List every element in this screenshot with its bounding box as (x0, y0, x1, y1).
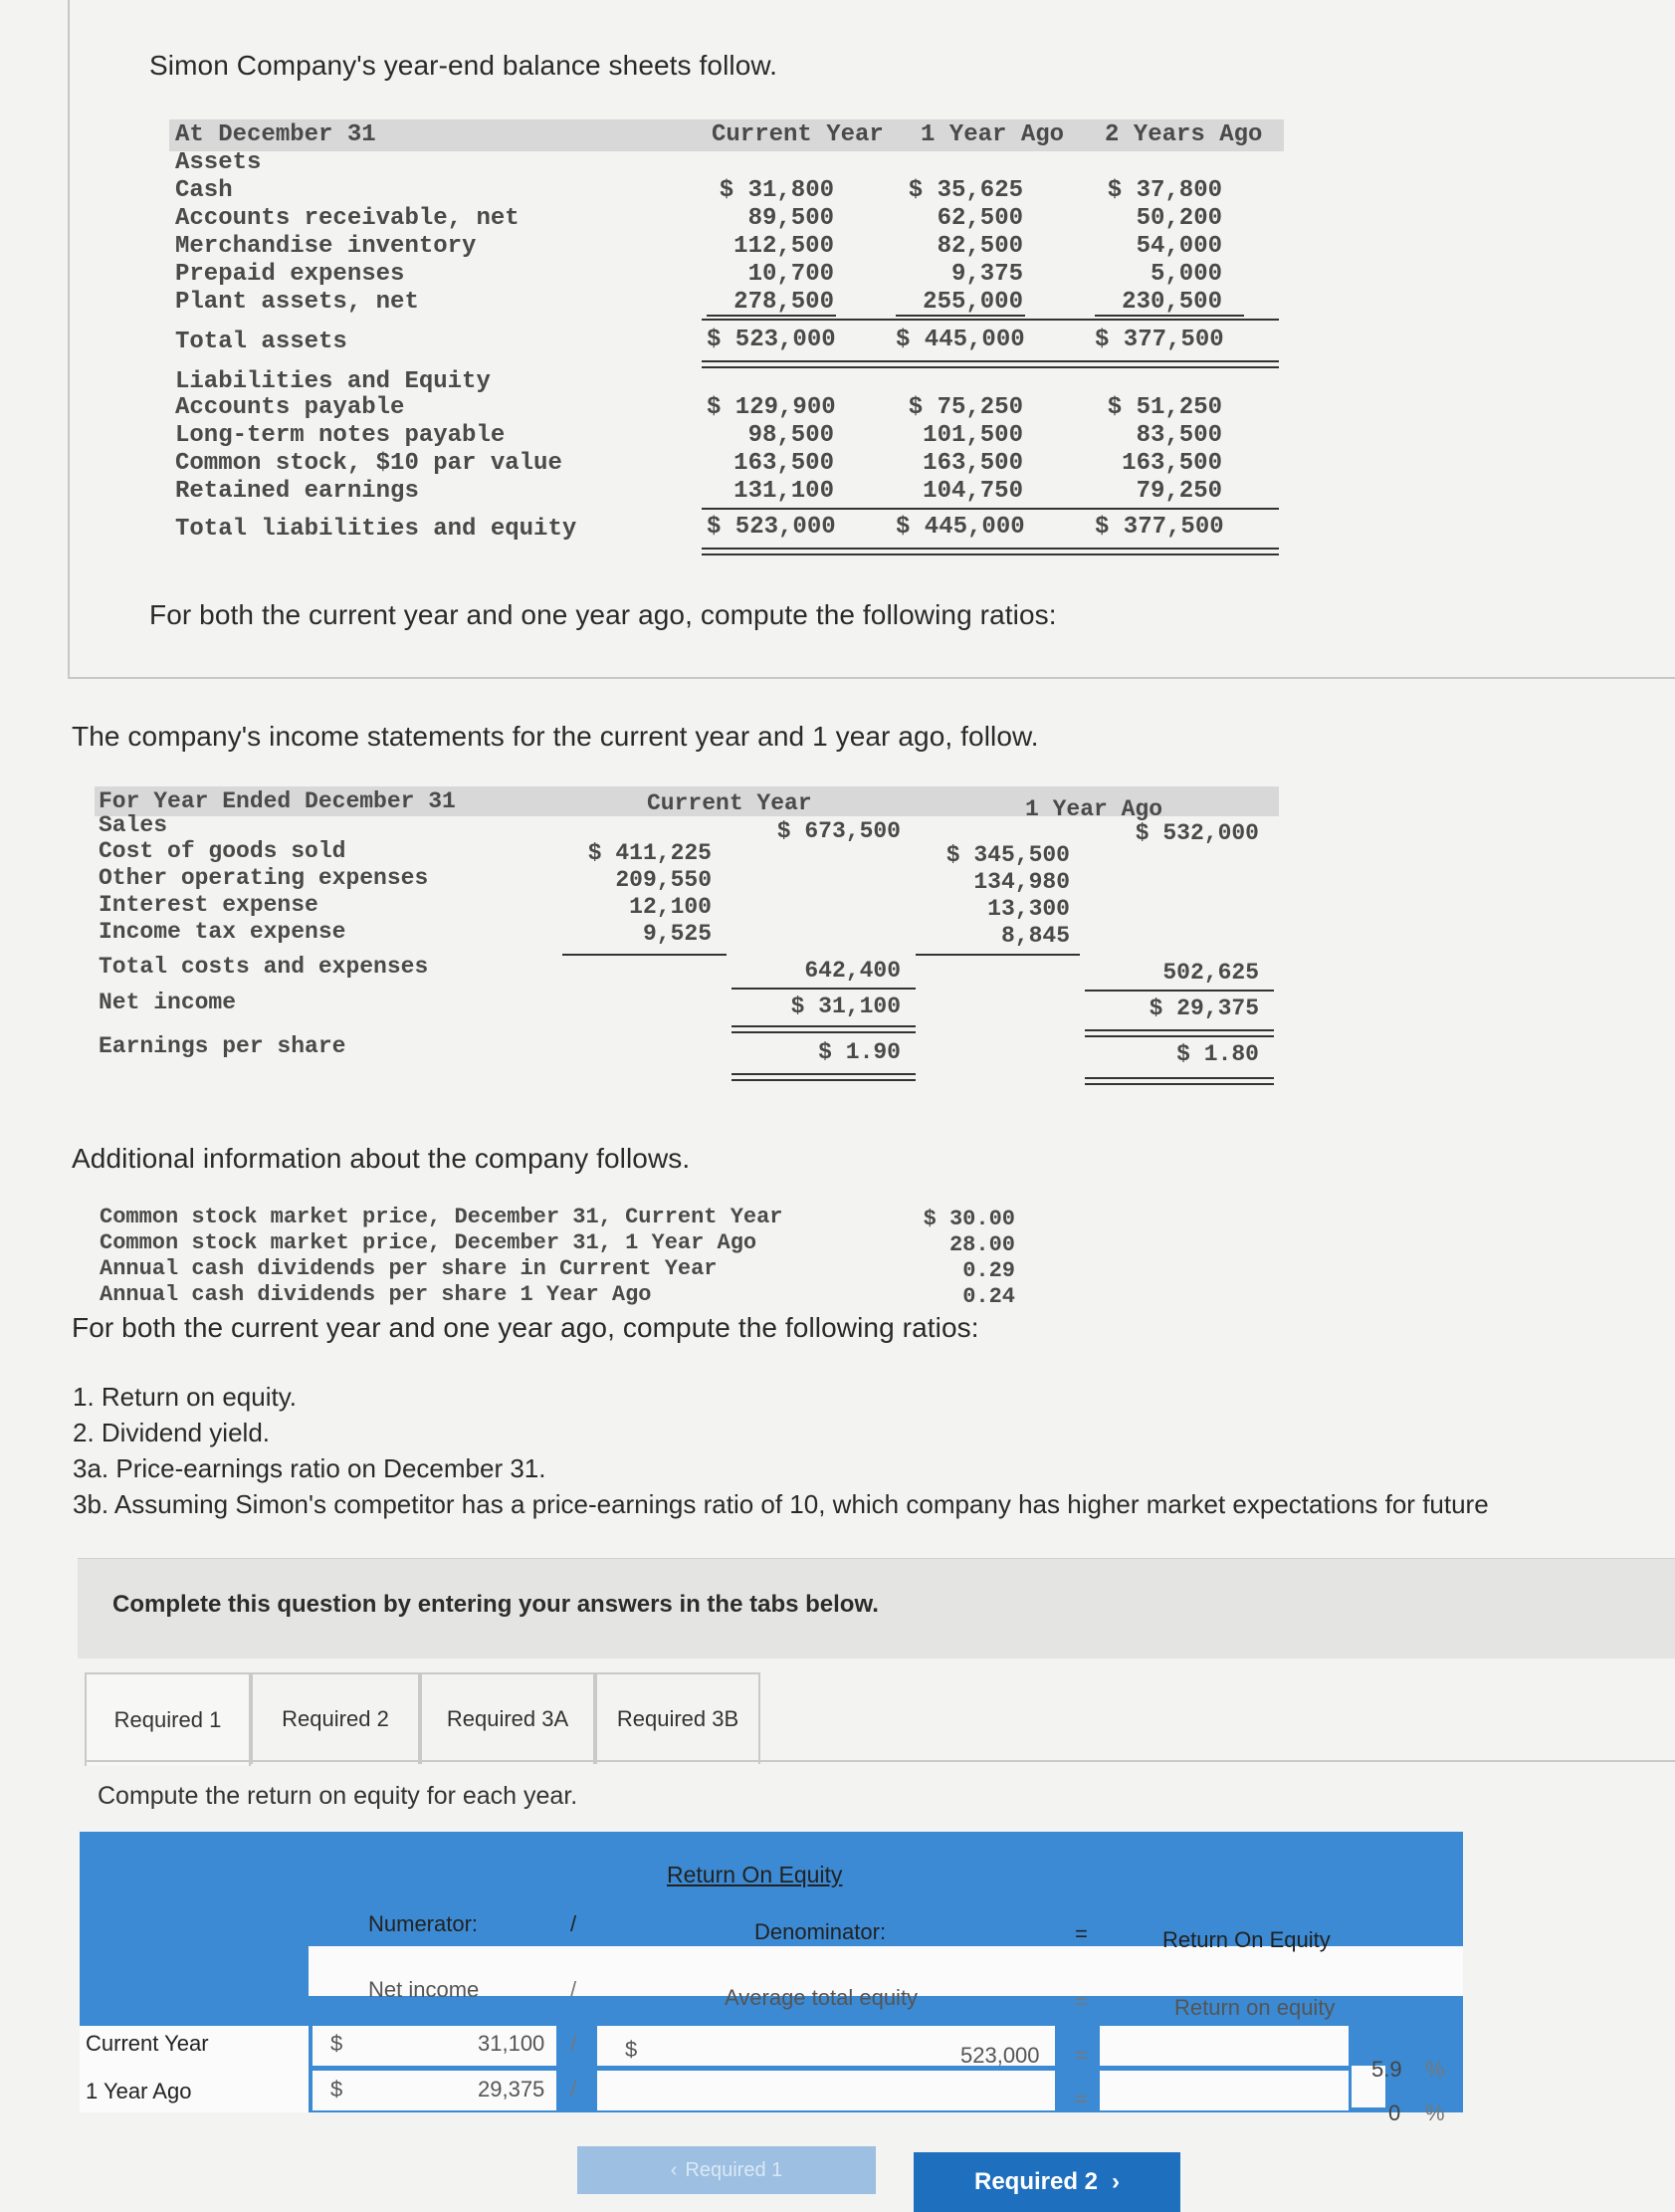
prev-button-label: Required 1 (685, 2158, 783, 2181)
total-assets-label: Total assets (175, 329, 347, 355)
roe-title: Return On Equity (667, 1862, 843, 1887)
addl-label: Annual cash dividends per share in Current Year (100, 1256, 718, 1281)
numerator-1yr[interactable]: 29,375 (478, 2077, 545, 2101)
liability-label: Accounts payable (175, 394, 405, 421)
asset-1yr: $ 35,625 (908, 177, 1023, 204)
question-item: 1. Return on equity. (73, 1382, 297, 1412)
income-col-current: Current Year (647, 790, 812, 816)
liability-1yr: 163,500 (923, 450, 1023, 477)
liability-1yr: 101,500 (923, 422, 1023, 449)
denominator-name: Average total equity (725, 1985, 919, 2010)
total-costs-current: 642,400 (804, 958, 901, 984)
addl-label: Common stock market price, December 31, 1 Year Ago (100, 1230, 757, 1255)
liability-2yr: 163,500 (1122, 450, 1222, 477)
col-2-years-ago: 2 Years Ago (1105, 121, 1263, 148)
sales-label: Sales (99, 812, 168, 838)
tab-required-1[interactable]: Required 1 (85, 1672, 251, 1766)
total-assets-2yr: $ 377,500 (1095, 327, 1224, 353)
questions-list (73, 1379, 1489, 1522)
cost-prior: 134,980 (973, 869, 1070, 895)
asset-1yr: 255,000 (923, 289, 1023, 316)
numerator-name: Net income (368, 1977, 480, 2002)
liability-current: 131,100 (733, 478, 834, 505)
total-assets-1yr: $ 445,000 (896, 327, 1025, 353)
sales-current: $ 673,500 (776, 818, 901, 844)
equals-2: = (1075, 1989, 1088, 2014)
tab-required-2[interactable]: Required 2 (251, 1672, 420, 1764)
cost-prior: 13,300 (987, 896, 1070, 922)
denominator-input-1yr[interactable] (597, 2071, 1055, 2110)
asset-current: 278,500 (733, 289, 834, 316)
cost-label: Income tax expense (99, 919, 346, 945)
assets-heading: Assets (175, 149, 262, 176)
asset-label: Accounts receivable, net (175, 205, 520, 232)
liability-1yr: 104,750 (923, 478, 1023, 505)
net-income-current: $ 31,100 (790, 994, 901, 1019)
ratios-prompt-2: For both the current year and one year ago, compute the following ratios: (72, 1312, 979, 1343)
col-1-year-ago: 1 Year Ago (921, 121, 1065, 148)
next-button[interactable] (914, 2152, 1180, 2212)
liability-label: Common stock, $10 par value (175, 450, 562, 477)
col-current-year: Current Year (712, 121, 884, 148)
liability-2yr: 79,250 (1136, 478, 1222, 505)
net-income-prior: $ 29,375 (1149, 995, 1259, 1021)
addl-intro: Additional information about the company follows. (72, 1143, 691, 1174)
chevron-right-icon: › (1112, 2168, 1121, 2195)
result-label: Return On Equity (1162, 1927, 1331, 1952)
total-liab-1yr: $ 445,000 (896, 514, 1025, 541)
prev-button[interactable] (577, 2146, 876, 2194)
asset-1yr: 82,500 (937, 233, 1023, 260)
asset-2yr: 50,200 (1136, 205, 1222, 232)
slash-1: / (570, 1911, 577, 1936)
cost-label: Interest expense (99, 892, 318, 918)
total-costs-label: Total costs and expenses (99, 954, 429, 980)
addl-value: 0.24 (962, 1284, 1015, 1309)
chevron-left-icon: ‹ (670, 2158, 678, 2181)
question-item: 3a. Price-earnings ratio on December 31. (73, 1453, 546, 1483)
liability-2yr: 83,500 (1136, 422, 1222, 449)
result-name: Return on equity (1174, 1995, 1336, 2020)
total-liab-2yr: $ 377,500 (1095, 514, 1224, 541)
numerator-label: Numerator: (368, 1911, 479, 1936)
total-liab-label: Total liabilities and equity (175, 516, 577, 543)
cost-prior: $ 345,500 (945, 842, 1070, 868)
liability-1yr: $ 75,250 (908, 394, 1023, 421)
asset-current: 89,500 (747, 205, 834, 232)
currency-3: $ (625, 2037, 638, 2062)
cost-current: 9,525 (642, 921, 712, 947)
slash-row-2: / (570, 2077, 577, 2101)
asset-label: Cash (175, 177, 233, 204)
equals-row-2: = (1075, 2087, 1088, 2111)
asset-current: 10,700 (747, 261, 834, 288)
income-col-prior: 1 Year Ago (1025, 796, 1163, 822)
currency-1: $ (330, 2031, 343, 2056)
liability-2yr: $ 51,250 (1107, 394, 1222, 421)
question-item: 3b. Assuming Simon's competitor has a price-earnings ratio of 10, which company has higher market expectations for future (73, 1489, 1489, 1519)
asset-label: Prepaid expenses (175, 261, 405, 288)
cost-label: Cost of goods sold (99, 838, 346, 864)
cost-prior: 8,845 (1000, 923, 1070, 949)
total-liab-current: $ 523,000 (707, 514, 836, 541)
cost-current: 209,550 (615, 867, 712, 893)
slash-row-1: / (570, 2031, 577, 2056)
balance-intro: Simon Company's year-end balance sheets follow. (149, 50, 778, 81)
tab-required-3a[interactable]: Required 3A (420, 1672, 595, 1764)
complete-text: Complete this question by entering your answers in the tabs below. (112, 1591, 879, 1618)
liability-label: Long-term notes payable (175, 422, 506, 449)
sales-prior: $ 532,000 (1135, 820, 1259, 846)
net-income-label: Net income (99, 990, 237, 1015)
asset-current: $ 31,800 (719, 177, 834, 204)
result-current[interactable]: 5.9 (1371, 2057, 1402, 2082)
eps-current: $ 1.90 (818, 1039, 901, 1065)
result-1yr[interactable]: 0 (1388, 2101, 1401, 2125)
row-1yr-label: 1 Year Ago (86, 2079, 192, 2103)
asset-1yr: 62,500 (937, 205, 1023, 232)
liability-current: 98,500 (747, 422, 834, 449)
cost-current: 12,100 (629, 894, 712, 920)
liability-current: $ 129,900 (707, 394, 836, 421)
cost-label: Other operating expenses (99, 865, 429, 891)
equals-1: = (1075, 1921, 1088, 1946)
ratios-prompt-1: For both the current year and one year ago, compute the following ratios: (149, 599, 1057, 630)
addl-value: $ 30.00 (923, 1207, 1015, 1231)
numerator-current[interactable]: 31,100 (478, 2031, 545, 2056)
addl-value: 28.00 (948, 1232, 1015, 1257)
tab-required-3b[interactable]: Required 3B (595, 1672, 760, 1764)
asset-label: Plant assets, net (175, 289, 419, 316)
cost-current: $ 411,225 (587, 840, 712, 866)
asset-2yr: 54,000 (1136, 233, 1222, 260)
eps-prior: $ 1.80 (1176, 1041, 1259, 1067)
row-current-year-label: Current Year (86, 2031, 209, 2056)
equals-row-1: = (1075, 2043, 1088, 2068)
roe-table (80, 1832, 1463, 2125)
complete-instructions (78, 1558, 1675, 1659)
instruction-text: Compute the return on equity for each year. (98, 1782, 578, 1810)
slash-2: / (570, 1977, 577, 2002)
percent-1: % (1425, 2057, 1445, 2082)
addl-label: Common stock market price, December 31, Current Year (100, 1205, 783, 1229)
asset-current: 112,500 (733, 233, 834, 260)
total-assets-current: $ 523,000 (707, 327, 836, 353)
next-button-label: Required 2 (973, 2168, 1099, 2195)
total-costs-prior: 502,625 (1162, 960, 1259, 986)
liability-label: Retained earnings (175, 478, 419, 505)
question-item: 2. Dividend yield. (73, 1418, 270, 1447)
liab-heading: Liabilities and Equity (175, 368, 491, 395)
balance-header-label: At December 31 (175, 121, 376, 148)
asset-2yr: 5,000 (1150, 261, 1222, 288)
currency-2: $ (330, 2077, 343, 2101)
percent-2: % (1425, 2101, 1445, 2125)
asset-2yr: 230,500 (1122, 289, 1222, 316)
addl-value: 0.29 (962, 1258, 1015, 1283)
addl-label: Annual cash dividends per share 1 Year Ago (100, 1282, 652, 1307)
asset-label: Merchandise inventory (175, 233, 477, 260)
liability-current: 163,500 (733, 450, 834, 477)
asset-2yr: $ 37,800 (1107, 177, 1222, 204)
denominator-current[interactable]: 523,000 (960, 2043, 1040, 2068)
income-header-label: For Year Ended December 31 (99, 788, 456, 814)
asset-1yr: 9,375 (950, 261, 1023, 288)
eps-label: Earnings per share (99, 1033, 346, 1059)
income-intro: The company's income statements for the current year and 1 year ago, follow. (72, 721, 1039, 752)
denominator-label: Denominator: (754, 1919, 887, 1944)
